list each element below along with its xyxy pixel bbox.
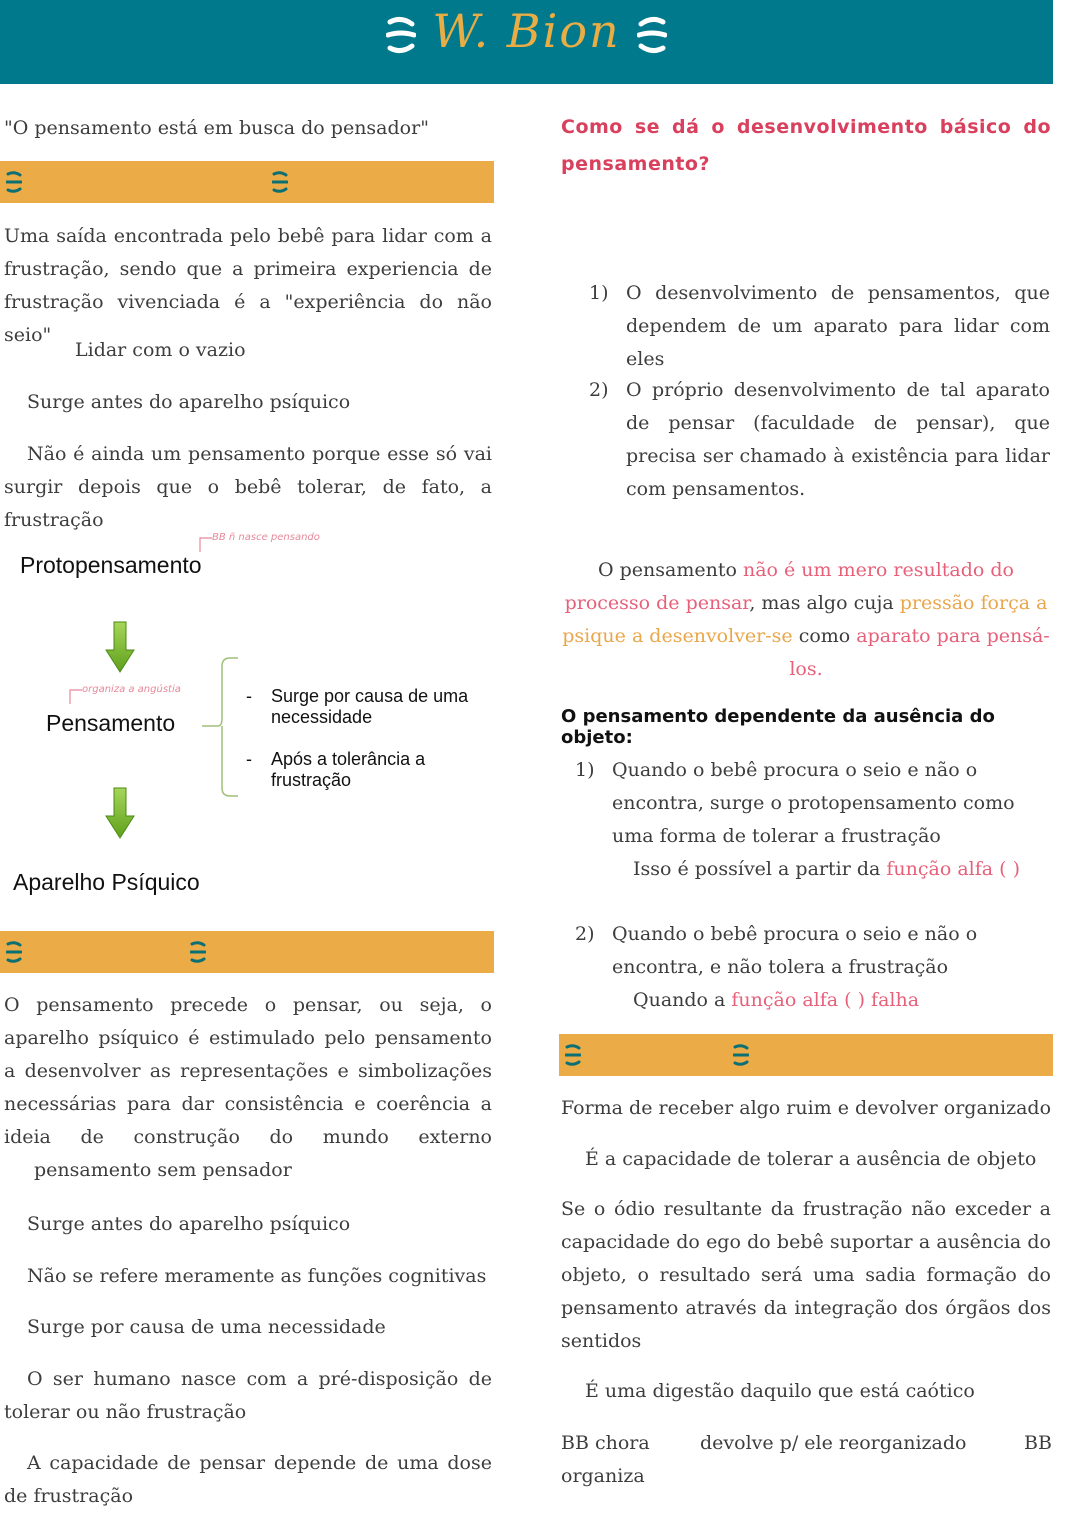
alpha-digestion: É uma digestão daquilo que está caótico [585, 1380, 975, 1402]
list-item: A capacidade de pensar depende de uma dose de frustração [4, 1452, 492, 1507]
band-icon [733, 1043, 749, 1067]
diagram-item-2: Após a tolerância a frustração [271, 749, 426, 790]
sequence-step: organiza [561, 1465, 645, 1487]
band-icon [6, 170, 22, 194]
brace-icon [198, 656, 246, 798]
item-text: O próprio desenvolvimento de tal aparato de pensar (faculdade de pensar), que precisa ser chamado à existência para lidar com pensamentos. [626, 379, 1050, 500]
sequence-step: devolve p/ ele reorganizado [700, 1432, 967, 1454]
decor-icon-right [637, 14, 667, 56]
statement-part: não é um mero resultado do processo de pensar [564, 559, 1014, 614]
alpha-function: função alfa ( ) [886, 858, 1020, 880]
section-band-3 [559, 1034, 1053, 1076]
statement-part: como [792, 625, 857, 647]
quote: "O pensamento está em busca do pensador" [4, 117, 429, 139]
list-item: Surge por causa de uma necessidade [27, 1316, 386, 1338]
list-item: O ser humano nasce com a pré-disposição de tolerar ou não frustração [4, 1368, 492, 1423]
paragraph-precede [4, 989, 492, 1187]
alpha-capacity: É a capacidade de tolerar a ausência de objeto [585, 1148, 1037, 1170]
band-icon [6, 940, 22, 964]
diagram-dash-2: - [246, 749, 252, 769]
sequence-step: BB [1024, 1432, 1052, 1454]
section-band-1 [0, 161, 494, 203]
item-number: 1) [589, 282, 609, 304]
statement-part: pressão força a psique a desenvolver-se [562, 592, 1048, 647]
statement-part: , mas algo cuja [749, 592, 900, 614]
list-item: Não se refere meramente as funções cognitivas [27, 1265, 487, 1287]
band-icon [565, 1043, 581, 1067]
alpha-paragraph: Se o ódio resultante da frustração não exceder a capacidade do ego do bebê suportar a ausência do objeto, o resultado será uma sadia formação do pensamento através da integração dos órgãos dos sentidos [561, 1198, 1051, 1352]
diagram-item-1: Surge por causa de uma necessidade [271, 686, 469, 727]
alpha-function: função alfa ( ) falha [731, 989, 920, 1011]
paragraph-precede-tail: pensamento sem pensador [34, 1159, 292, 1181]
bullet-lidar: Lidar com o vazio [75, 339, 246, 361]
item-text: O desenvolvimento de pensamentos, que dependem de um aparato para lidar com eles [626, 282, 1050, 370]
list-item: Surge antes do aparelho psíquico [27, 1213, 351, 1235]
alpha-text: Quando a [633, 989, 732, 1011]
statement-part: O pensamento [598, 559, 743, 581]
bullet-nao-e: Não é ainda um pensamento porque esse só vai surgir depois que o bebê tolerar, de fato, a frustração [4, 443, 492, 531]
item-text: Quando o bebê procura o seio e não o encontra, surge o protopensamento como uma forma de tolerar a frustração [612, 759, 1015, 847]
bullet-surge: Surge antes do aparelho psíquico [27, 391, 351, 413]
question-heading: Como se dá o desenvolvimento básico do pensamento? [561, 116, 1051, 175]
diagram-aparelho: Aparelho Psíquico [13, 869, 200, 895]
arrow-down-icon [104, 620, 136, 674]
absence-heading: O pensamento dependente da ausência do objeto: [561, 706, 995, 748]
alpha-text: Isso é possível a partir da [633, 858, 887, 880]
decor-icon-left [386, 14, 416, 56]
diagram-dash-1: - [246, 686, 252, 706]
section-band-2 [0, 931, 494, 973]
arrow-down-icon [104, 786, 136, 840]
diagram-pensamento: Pensamento [46, 710, 176, 736]
paragraph-frustration: Uma saída encontrada pelo bebê para lidar com a frustração, sendo que a primeira experiencia de frustração vivenciada é a "experiência do não seio" [4, 225, 492, 346]
note-organiza: organiza a angústia [82, 684, 181, 695]
band-icon [190, 940, 206, 964]
item-number: 1) [575, 759, 595, 781]
alpha-definition: Forma de receber algo ruim e devolver organizado [561, 1097, 1052, 1119]
item-number: 2) [575, 923, 595, 945]
diagram-protopensamento: Protopensamento [20, 552, 202, 578]
alpha-line-1 [633, 853, 1020, 886]
sequence-step: BB chora [561, 1432, 650, 1454]
item-text: Quando o bebê procura o seio e não o encontra, e não tolera a frustração [612, 923, 978, 978]
note-nasce-pensando: BB ñ nasce pensando [212, 532, 320, 543]
page-title: W. Bion [432, 4, 621, 58]
page-title-wrap [0, 4, 1053, 58]
item-number: 2) [589, 379, 609, 401]
alpha-line-2 [633, 984, 919, 1017]
paragraph-precede-text: O pensamento precede o pensar, ou seja, o aparelho psíquico é estimulado pelo pensamento a desenvolver as representações e simbolizações necessárias para dar consistência e coerência a ideia de construção do mundo externo [4, 994, 492, 1148]
statement-part: aparato para pensá-los. [789, 625, 1050, 680]
band-icon [272, 170, 288, 194]
colored-statement [561, 554, 1051, 686]
